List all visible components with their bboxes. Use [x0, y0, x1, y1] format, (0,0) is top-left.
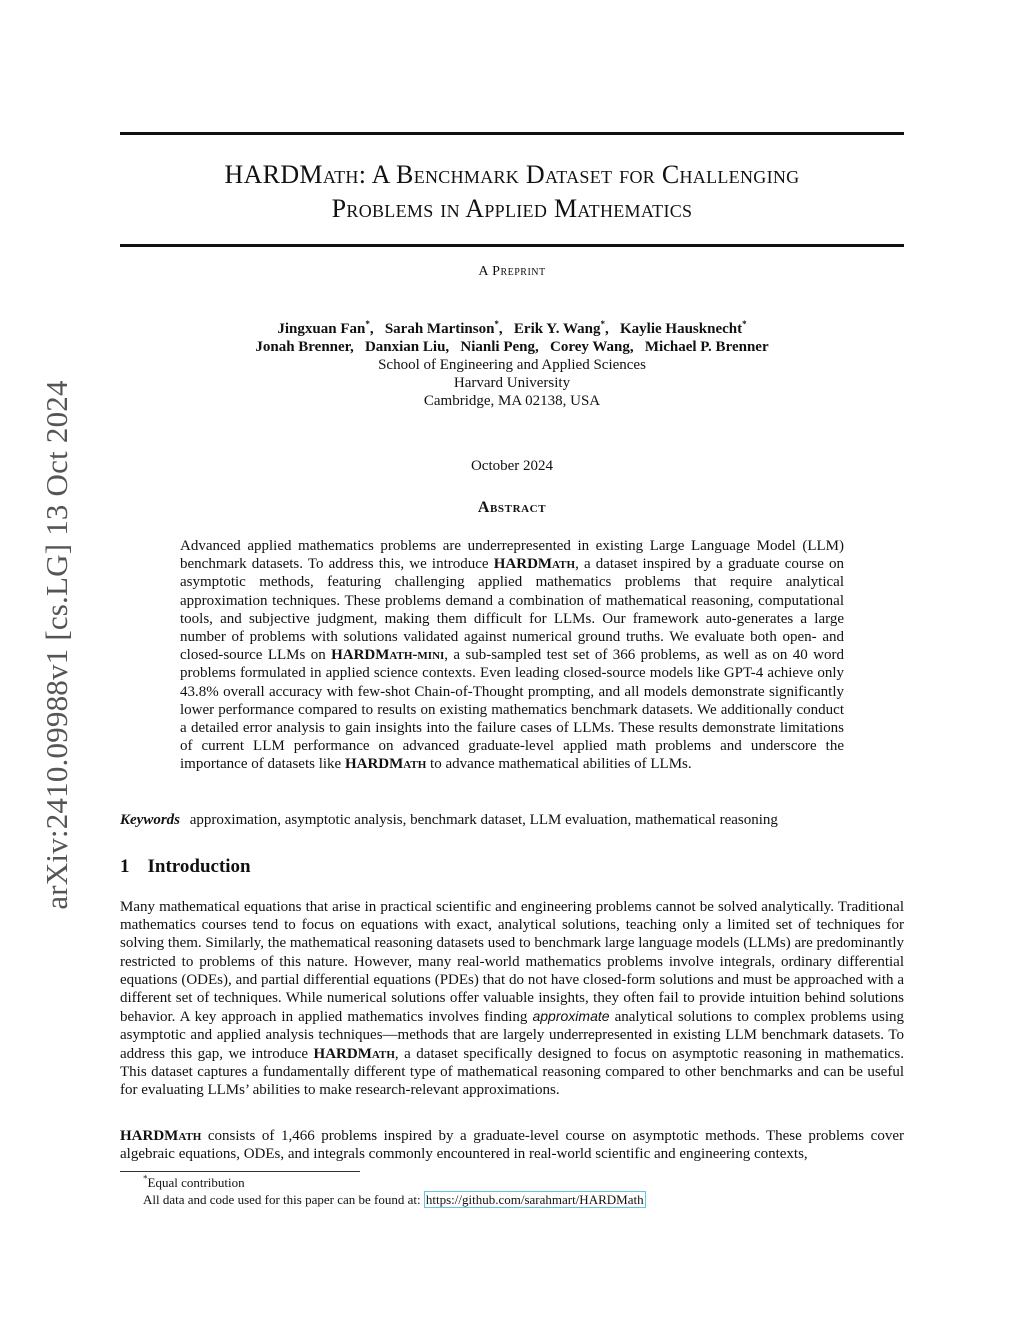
author-name: Sarah Martinson: [384, 321, 495, 337]
abstract-part: Advanced applied mathematics problems are underrepresented in existing Large Language Model (LLM) benchmark datasets. To address this, we introduce: [180, 538, 844, 573]
section-title: Introduction: [147, 856, 251, 877]
abstract-heading: Abstract: [477, 499, 547, 516]
footnote-rule: [120, 1171, 360, 1172]
footnote-text: All data and code used for this paper can be found at:: [143, 1192, 424, 1207]
section-number: 1: [120, 856, 130, 877]
author-name: Erik Y. Wang: [513, 321, 601, 337]
section-heading-introduction: [120, 856, 251, 878]
arxiv-identifier: arXiv:2410.09988v1 [cs.LG] 13 Oct 2024: [39, 380, 74, 910]
author-name: Jingxuan Fan: [277, 321, 366, 337]
dataset-mini-name: HARDMath-mini: [331, 647, 445, 664]
author-list: [120, 320, 904, 356]
paragraph-part: analytical solutions to complex problems using asymptotic and applied analysis techniques—methods that are largely underrepresented in existing LLM benchmark datasets. To address this gap, we introduce: [120, 1009, 904, 1062]
intro-paragraph-2: [120, 1127, 904, 1163]
intro-paragraph-1: [120, 898, 904, 1099]
keywords-label: Keywords: [120, 812, 180, 828]
keywords: [120, 811, 904, 829]
footnote-equal-contribution: [143, 1175, 245, 1191]
equal-contribution-mark: *: [494, 319, 499, 329]
author-name: Kaylie Hausknecht: [620, 321, 743, 337]
dataset-name: HARDMath: [493, 556, 576, 573]
paragraph-part: , a dataset specifically designed to focus on asymptotic reasoning in mathematics. This dataset captures a fundamentally different type of mathematical reasoning compared to other benchmarks and can be useful for evaluating LLMs’ abilities to make research-relevant approximations.: [120, 1045, 905, 1099]
author-line-1: Jingxuan Fan*, Sarah Martinson*, Erik Y. Wang*, Kaylie Hausknecht*: [277, 319, 747, 337]
footnote-data-link: [143, 1192, 646, 1208]
equal-contribution-mark: *: [742, 319, 747, 329]
footnote-text: Equal contribution: [147, 1175, 245, 1190]
paragraph-part: consists of 1,466 problems inspired by a graduate-level course on asymptotic methods. These problems cover algebraic equations, ODEs, and integrals commonly encountered in real-world scientific and engineering contexts,: [120, 1128, 904, 1163]
preprint-label: A Preprint: [478, 264, 546, 279]
dataset-name: HARDMath: [344, 756, 427, 773]
emphasized-word: approximate: [532, 1008, 610, 1025]
github-link[interactable]: https://github.com/sarahmart/HARDMath: [425, 1192, 644, 1207]
footnote-mark: *: [143, 1173, 148, 1184]
affiliation-city: Cambridge, MA 02138, USA: [423, 393, 601, 409]
affiliation-school: School of Engineering and Applied Sciences: [378, 357, 646, 373]
title-bottom-rule: [120, 244, 904, 247]
keywords-list: approximation, asymptotic analysis, benchmark dataset, LLM evaluation, mathematical reasoning: [189, 812, 778, 828]
equal-contribution-mark: *: [365, 319, 370, 329]
affiliation-university: Harvard University: [453, 375, 571, 391]
paper-title: [120, 158, 904, 226]
publication-date: October 2024: [470, 458, 554, 474]
paper-title-line-2: Problems in Applied Mathematics: [331, 194, 693, 223]
abstract-part: , a dataset inspired by a graduate course on asymptotic methods, featuring challenging applied mathematics problems that require analytical approximation techniques. These problems demand a combination of mathematical reasoning, computational tools, and subjective judgment, making them difficult for LLMs. Our framework auto-generates a large number of problems with solutions validated against numerical ground truths. We evaluate both open- and closed-source LLMs on: [180, 556, 844, 664]
equal-contribution-mark: *: [600, 319, 605, 329]
paragraph-part: Many mathematical equations that arise in practical scientific and engineering problems cannot be solved analytically. Traditional mathematics courses tend to focus on equations with exact, analytical solutions, teaching only a limited set of techniques for solving them. Similarly, the mathematical reasoning datasets used to benchmark large language models (LLMs) are predominantly restricted to problems of this nature. However, many real-world mathematics problems involve integrals, ordinary differential equations (ODEs), and partial differential equations (PDEs) that do not have closed-form solutions and must be approached with a different set of techniques. While numerical solutions offer valuable insights, they often fail to provide intuition behind solutions behavior. A key approach in applied mathematics involves finding: [120, 899, 904, 1026]
dataset-name: HARDMath: [120, 1128, 202, 1144]
title-top-rule: [120, 132, 904, 135]
abstract-part: , a sub-sampled test set of 366 problems, as well as on 40 word problems formulated in applied science contexts. Even leading closed-source models like GPT-4 achieve only 43.8% overall accuracy with few-shot Chain-of-Thought prompting, and all models demonstrate significantly lower performance compared to results on existing mathematics benchmark datasets. We additionally conduct a detailed error analysis to gain insights into the failure cases of LLMs. These results demonstrate limitations of current LLM performance on advanced graduate-level applied math problems and underscore the importance of datasets like: [180, 647, 844, 773]
affiliation: [120, 356, 904, 410]
paper-title-line-1: HARDMath: A Benchmark Dataset for Challenging: [224, 160, 800, 189]
abstract-part: to advance mathematical abilities of LLMs.: [426, 756, 692, 773]
abstract-text: [180, 537, 844, 774]
dataset-name: HARDMath: [313, 1045, 395, 1062]
author-line-2: Jonah Brenner, Danxian Liu, Nianli Peng, Corey Wang, Michael P. Brenner: [255, 339, 769, 355]
